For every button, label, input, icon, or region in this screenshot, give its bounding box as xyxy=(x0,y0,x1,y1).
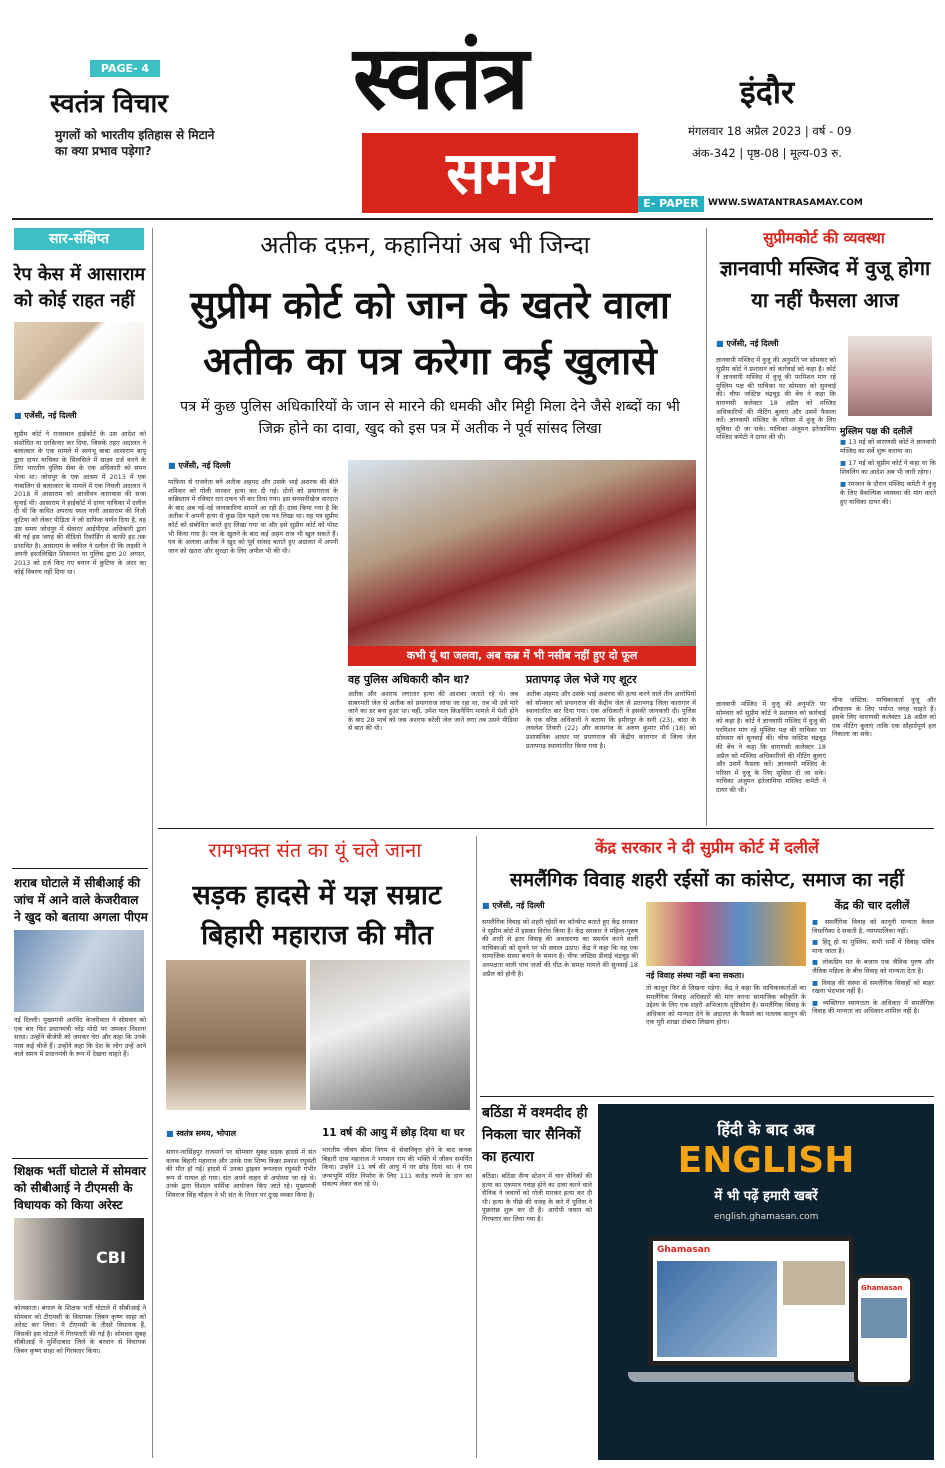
middle-kicker: रामभक्त संत का यूं चले जाना xyxy=(208,838,422,862)
ad-line-3: में भी पढ़ें हमारी खबरें xyxy=(714,1189,818,1204)
laptop-brand: Ghamasan xyxy=(657,1245,711,1255)
phone-photo xyxy=(861,1298,907,1338)
samesex-photo xyxy=(646,902,806,966)
masthead-logo-top: स्वतंत्र xyxy=(353,25,527,129)
lead-headline-1: सुप्रीम कोर्ट को जान के खतरे वाला xyxy=(190,282,670,327)
lead-dateline: ■ एजेंसी, नई दिल्ली xyxy=(168,460,338,471)
lead-sub-2-body: अतीक अहमद और उसके भाई अशरफ की हत्या करने वाले तीन आरोपियों को सोमवार को प्रयागराज की केंद्रीय जेल से प्रतापगढ़ जिला कारागार में स्थानांतरित कर दिया गया। एक अधिकारी ने इसकी जानकारी दी। पुलिस के एक वरिष्ठ अधिकारी ने बताया कि हमीरपुर के सनी (23), बांदा के लवलेश तिवारी (22) और कासगंज के अरुण कुमार मौर्य (18) को प्रशासनिक आधार पर प्रयागराज की केंद्रीय कारागार से जिला जेल प्रतापगढ़ स्थानांतरित किया गया है। xyxy=(526,690,696,750)
lead-body-1: माफिया से राजनेता बने अतीक अहमद और उसके भाई अशरफ की बीते शनिवार को गोली मारकर हत्या कर दी गई। दोनों को प्रयागराज के कब्रिस्तान में रविवार रात दफन भी कर दिया गया। इस सनसनीखेज वारदात के बाद अब नई-नई जानकारियां सामने आ रही हैं। दावा किया गया है कि अतीक ने अपनी हत्या से कुछ दिन पहले एक पत्र लिखा था। यह पत्र सुप्रीम कोर्ट को संबोधित करते हुए लिखा गया था और इसे सुप्रीम कोर्ट को पोस्ट भी किया गया है। पत्र के खुलने के बाद कई अहम राज भी खुल सकते हैं। पत्र के अलावा अतीक ने खुद को पूर्व सांसद बताते हुए अदालत में अपनी जान को खतरा और सुरक्षा के लिए अपील भी की थी। xyxy=(168,478,338,555)
court-photo xyxy=(848,336,932,416)
section-title: स्वतंत्र विचार xyxy=(50,89,168,119)
middle-sub-body: भारतीय जीवन बीमा निगम से सेवानिवृत्त होने के बाद कनक बिहारी दास महाराज ने भगवान राम की भक्ति में जीवन समर्पित किया। उन्होंने 11 वर्ष की आयु में घर छोड़ दिया था। वे राम जन्मभूमि मंदिर निर्माण के लिए 111 करोड़ रुपये के दान का संकल्प लेकर चल रहे थे। xyxy=(322,1146,472,1189)
maharaj-photo xyxy=(166,960,306,1110)
story-asaram-dateline: ■ एजेंसी, नई दिल्ली xyxy=(14,410,144,421)
edition-city: इंदौर xyxy=(740,73,795,111)
ad-url[interactable]: english.ghamasan.com xyxy=(714,1212,819,1222)
right-box-title: मुस्लिम पक्ष की दलीलें xyxy=(840,427,913,437)
left-rule-1 xyxy=(12,868,148,869)
laptop-base xyxy=(628,1372,874,1382)
lower-rule xyxy=(158,828,934,829)
samesex-photo-caption: नई विवाह संस्था नहीं बना सकता। xyxy=(646,971,745,980)
laptop-photo-2 xyxy=(783,1261,845,1305)
samesex-box-item: ■ विवाह की संस्था से समलैंगिक विवाहों को बाहर रखना भेदभाव नहीं है। xyxy=(812,979,934,996)
epaper-badge: E- PAPER xyxy=(638,196,704,212)
right-body: ज्ञानवापी मस्जिद में वुजू की अनुमति पर सोमवार को सुप्रीम कोर्ट ने प्रशासन को कार्रवाई को कहा है। कोर्ट ने ज्ञानवापी मस्जिद में वुजू की परमिशन मांग रहे मुस्लिम पक्ष की याचिका पर सोमवार को सुनवाई की। चीफ जस्टिस चंद्रचूड़ की बेंच ने कहा कि वाराणसी कलेक्टर 18 अप्रैल को मस्जिद अधिकारियों की मीटिंग बुलाएं और उसमें फैसला करें। ज्ञानवापी मस्जिद के परिसर में वुजू के लिए सुविधा दी जा सके। याचिका अंजुमन इंतेजामिया मस्जिद कमेटी ने दायर की थी। xyxy=(716,356,836,442)
laptop-photo xyxy=(657,1261,777,1357)
story-kejriwal-body: नई दिल्ली। मुख्यमंत्री अरविंद केजरीवाल ने सोमवार को एक बार फिर प्रधानमंत्री नरेंद्र मोदी पर जमकर निशाना साधा। उन्होंने बीजेपी को जमकर घेरा और कहा कि उनके पास कई चीजें हैं। उन्होंने कहा कि देश के लोग उन्हें आने वाले समय में प्रधानमंत्री के रूप में देखना चाहते हैं। xyxy=(14,1016,146,1059)
website-link[interactable]: WWW.SWATANTRASAMAY.COM xyxy=(708,198,863,208)
samesex-headline: समलैंगिक विवाह शहरी रईसों का कांसेप्ट, समाज का नहीं xyxy=(509,869,905,891)
ad-line-2: ENGLISH xyxy=(677,1140,855,1181)
summary-badge: सार-संक्षिप्त xyxy=(14,228,144,250)
right-box-item: ■ 17 मई को सुप्रीम कोर्ट ने कहा था कि शिवलिंग का आदेश अब भी जारी रहेगा। xyxy=(840,459,936,476)
samesex-right-body: तो कानून फिर से लिखना पड़ेगा: केंद्र ने कहा कि याचिकाकर्ताओं का समलैंगिक विवाह अधिकारों की मांग करना सामाजिक स्वीकृति के उद्देश्य के लिए एक शहरी अभिजात्य दृष्टिकोण है। समलैंगिक विवाह के अधिकार को मान्यता देने के अदालत के फैसले का मतलब कानून की एक पूरी शाखा दोबारा लिखना होगा। xyxy=(646,984,806,1027)
asaram-photo xyxy=(14,322,144,400)
samesex-body: समलैंगिक विवाह को शहरी रईसों का कॉन्सेप्ट बताते हुए केंद्र सरकार ने सुप्रीम कोर्ट में इसका विरोध किया है। केंद्र सरकार ने महिला-पुरुष की शादी से इतर विवाह की अवधारणा का समर्थन करने वाली याचिकाओं को सुनने पर भी सवाल उठाए। केंद्र ने कहा कि यह एक सामाजिक संस्था बनाने के समान है। चीफ जस्टिस डीवाई चंद्रचूड़ की अध्यक्षता वाली पांच जजों की पीठ के समक्ष मामले की सुनवाई 18 अप्रैल को होनी है। xyxy=(482,918,638,978)
middle-dateline: ■ स्वतंत्र समय, भोपाल xyxy=(166,1128,316,1139)
right-box-item: ■ रमजान के दौरान मस्जिद कमेटी ने वुजू के लिए वैकल्पिक व्यवस्था की मांग करते हुए याचिका दायर की। xyxy=(840,480,936,506)
cbi-photo-label: CBI xyxy=(96,1248,126,1267)
section-subtitle: मुगलों को भारतीय इतिहास से मिटाने का क्या प्रभाव पड़ेगा? xyxy=(55,128,215,158)
samesex-box-title: केंद्र की चार दलीलें xyxy=(834,899,910,912)
lead-sub-1-body: अतीक और अशरफ लगातार हत्या की आशंका जताते रहे थे। जब साबरमती जेल से अतीक को प्रयागराज लाया जा रहा था, तब भी उसे मारे जाने का डर बना हुआ था। वहीं, उमेश पाल किडनैपिंग मामले में पेशी होने के बाद 28 मार्च को जब अशरफ बरेली जेल जाने लगा तब उसने मीडिया से बात की थी। xyxy=(348,690,518,733)
left-rule-2 xyxy=(12,1158,148,1159)
masthead-rule xyxy=(12,218,933,220)
car-crash-photo xyxy=(310,960,470,1110)
samesex-dateline: ■ एजेंसी, नई दिल्ली xyxy=(482,900,632,911)
middle-sub: 11 वर्ष की आयु में छोड़ दिया था घर xyxy=(322,1127,465,1139)
laptop-screen xyxy=(648,1236,854,1366)
issue-date: मंगलवार 18 अप्रैल 2023 | वर्ष - 09 xyxy=(688,124,852,138)
middle-body: सागर-नरसिंहपुर राजमार्ग पर सोमवार सुबह सड़क हादसे में संत कनक बिहारी महाराज और उनके एक शिष्य किन्नर प्रकाश रघुवंशी की मौत हो गई। हादसे में उनका ड्राइवर रूपलाल रघुवंशी गंभीर रूप से घायल हो गया। संत अपने वाहन से अयोध्या जा रहे थे। उनके द्वारा विशाल धार्मिक आयोजन किए जाते रहे। मुख्यमंत्री शिवराज सिंह चौहान ने भी संत के निधन पर दुःख व्यक्त किया है। xyxy=(166,1148,316,1199)
right-bottom-body: चीफ जस्टिस: याचिकाकर्ता वुजू और शौचालय के लिए पर्याप्त जगह चाहते हैं। इसके लिए वाराणसी कलेक्टर 18 अप्रैल को एक मीटिंग बुलाएं ताकि एक सौहार्दपूर्ण हल निकाला जा सके। xyxy=(832,696,936,739)
story-asaram-title: रेप केस में आसाराम को कोई राहत नहीं xyxy=(14,264,146,311)
phone-brand: Ghamasan xyxy=(861,1284,903,1292)
lead-sub-1: वह पुलिस अधिकारी कौन था? xyxy=(348,673,470,686)
samesex-box-item: ■ लोकप्रिय मत के बजाय एक जैविक पुरुष और जैविक महिला के बीच विवाह को मान्यता देता है। xyxy=(812,958,934,975)
story-asaram-body: सुप्रीम कोर्ट ने राजस्थान हाईकोर्ट के उस आदेश को संशोधित या दरकिनार कर दिया, जिसके तहत अदालत ने बलात्कार के एक मामले में स्वयंभू बाबा आसाराम बापू द्वारा दायर याचिका के सिलसिले में साक्ष्य दर्ज करने के लिए भारतीय पुलिस सेवा के एक अधिकारी को समन भेजा था। जोधपुर के एक आश्रम में 2013 में एक नाबालिग से बलात्कार के मामले में एक निचली अदालत ने 2018 में आसाराम को आजीवन कारावास की सजा सुनाई थी। आसाराम ने हाईकोर्ट में दायर याचिका में दलील दी थी कि कथित अपराध स्थल यानी आसाराम की निजी कुटिया को लेकर पीड़िता ने जो ग्राफिक वर्णन दिया है, वह उस समय जोधपुर में सेवारत आईपीएस अधिकारी द्वारा की गई इस जगह की वीडियो रिकॉर्डिंग से काफी हद तक प्रभावित है। आसाराम के वकील ने दलील दी कि लड़की ने अपनी हस्तलिखित शिकायत या पुलिस द्वारा 20 अगस्त, 2013 को दर्ज किए गए बयान में कुटिया के अंदर का कोई विवरण नहीं दिया था। xyxy=(14,430,146,576)
middle-divider xyxy=(476,836,477,1458)
lead-kicker: अतीक दफ़न, कहानियां अब भी जिन्दा xyxy=(260,231,590,259)
right-box-items xyxy=(840,438,936,688)
samesex-rule xyxy=(480,1096,934,1097)
lead-headline-2: अतीक का पत्र करेगा कई खुलासे xyxy=(203,338,657,383)
samesex-kicker: केंद्र सरकार ने दी सुप्रीम कोर्ट में दलीलें xyxy=(595,838,819,857)
page-badge: PAGE- 4 xyxy=(90,60,160,77)
atiq-photo-caption: कभी यूं था जलवा, अब कब्र में भी नसीब नहीं हुए दो फूल xyxy=(348,646,696,666)
lead-sub-2: प्रतापगढ़ जेल भेजे गए शूटर xyxy=(526,673,637,686)
issue-number: अंक-342 | पृष्ठ-08 | मूल्य-03 रु. xyxy=(692,146,842,160)
right-divider xyxy=(706,228,707,826)
right-box-item: ■ 13 मई को वाराणसी कोर्ट ने ज्ञानवापी मस्जिद का सर्वे शुरू कराया था। xyxy=(840,438,936,455)
english-ad[interactable] xyxy=(598,1104,934,1460)
story-kejriwal-title: शराब घोटाले में सीबीआई की जांच में आने वाले केजरीवाल ने खुद को बताया अगला पीएम xyxy=(14,876,148,924)
masthead-logo-bottom: समय xyxy=(446,139,554,207)
samesex-box-item: ■ हिंदू हो या मुस्लिम, सभी धर्मों में विवाह पवित्र माना जाता है। xyxy=(812,938,934,955)
story-cbi-body: कोलकाता। बंगाल के शिक्षक भर्ती घोटाले में सीबीआई ने सोमवार को टीएमसी के विधायक जिबन कृष्ण साहा को अरेस्ट कर लिया। ये टीएमसी के तीसरे विधायक हैं, जिसकी इस घोटाले में गिरफ्तारी की गई है। सोमवार सुबह सीबीआई ने मुर्शिदाबाद जिले के बरवान से विधायक जिबन कृष्ण साहा को गिरफ्तार किया। xyxy=(14,1304,146,1355)
bathinda-body: बठिंडा। बठिंडा सैन्य स्टेशन में चार सैनिकों की हत्या का एकमात्र गवाह होने का दावा करने वाले सैनिक ने जवानों को गोली मारकर हत्या कर दी थी। हत्या के पीछे की वजह के बारे में पुलिस ने पूछताछ शुरू कर दी है। आरोपी जवान को गिरफ्तार कर लिया गया है। xyxy=(482,1172,592,1223)
lead-deck: पत्र में कुछ पुलिस अधिकारियों के जान से मारने की धमकी और मिट्टी मिला देने जैसे शब्दों का भी जिक्र होने का दावा, खुद को इस पत्र में अतीक ने पूर्व सांसद लिखा xyxy=(180,399,680,437)
phone xyxy=(854,1274,914,1386)
left-divider xyxy=(152,228,153,1458)
right-headline: ज्ञानवापी मस्जिद में वुजू होगा या नहीं फैसला आज xyxy=(719,256,931,312)
right-dateline: ■ एजेंसी, नई दिल्ली xyxy=(716,338,836,349)
samesex-box-item: ■ व्यक्तिगत स्वायत्तता के अधिकार में समलैंगिक विवाह की मान्यता का अधिकार शामिल नहीं है। xyxy=(812,999,934,1016)
atiq-photo xyxy=(348,460,696,646)
middle-headline: सड़क हादसे में यज्ञ सम्राट बिहारी महाराज की मौत xyxy=(192,880,442,951)
samesex-box-items xyxy=(812,918,934,1090)
samesex-box-item: ■ समलैंगिक विवाह को कानूनी मान्यता केवल विधायिका दे सकती है, न्यायपालिका नहीं। xyxy=(812,918,934,935)
right-kicker: सुप्रीमकोर्ट की व्यवस्था xyxy=(763,229,885,247)
story-cbi-title: शिक्षक भर्ती घोटाले में सोमवार को सीबीआई ने टीएमसी के विधायक को किया अरेस्ट xyxy=(14,1164,146,1212)
kejriwal-photo xyxy=(14,930,144,1012)
ad-line-1: हिंदी के बाद अब xyxy=(717,1120,815,1139)
bathinda-headline: बठिंडा में वश्मदीद ही निकला चार सैनिकों का हत्यारा xyxy=(482,1105,588,1165)
right-bottom-body-left: ज्ञानवापी मस्जिद में वुजू की अनुमति पर सोमवार को सुप्रीम कोर्ट ने प्रशासन को कार्रवाई को कहा है। कोर्ट ने ज्ञानवापी मस्जिद में वुजू की परमिशन मांग रहे मुस्लिम पक्ष की याचिका पर सोमवार को सुनवाई की। चीफ जस्टिस चंद्रचूड़ की बेंच ने कहा कि वाराणसी कलेक्टर 18 अप्रैल को मस्जिद अधिकारियों की मीटिंग बुलाएं और उसमें फैसला करें। ज्ञानवापी मस्जिद के परिसर में वुजू के लिए सुविधा दी जा सके। याचिका अंजुमन इंतेजामिया मस्जिद कमेटी ने दायर की थी। xyxy=(716,700,826,794)
